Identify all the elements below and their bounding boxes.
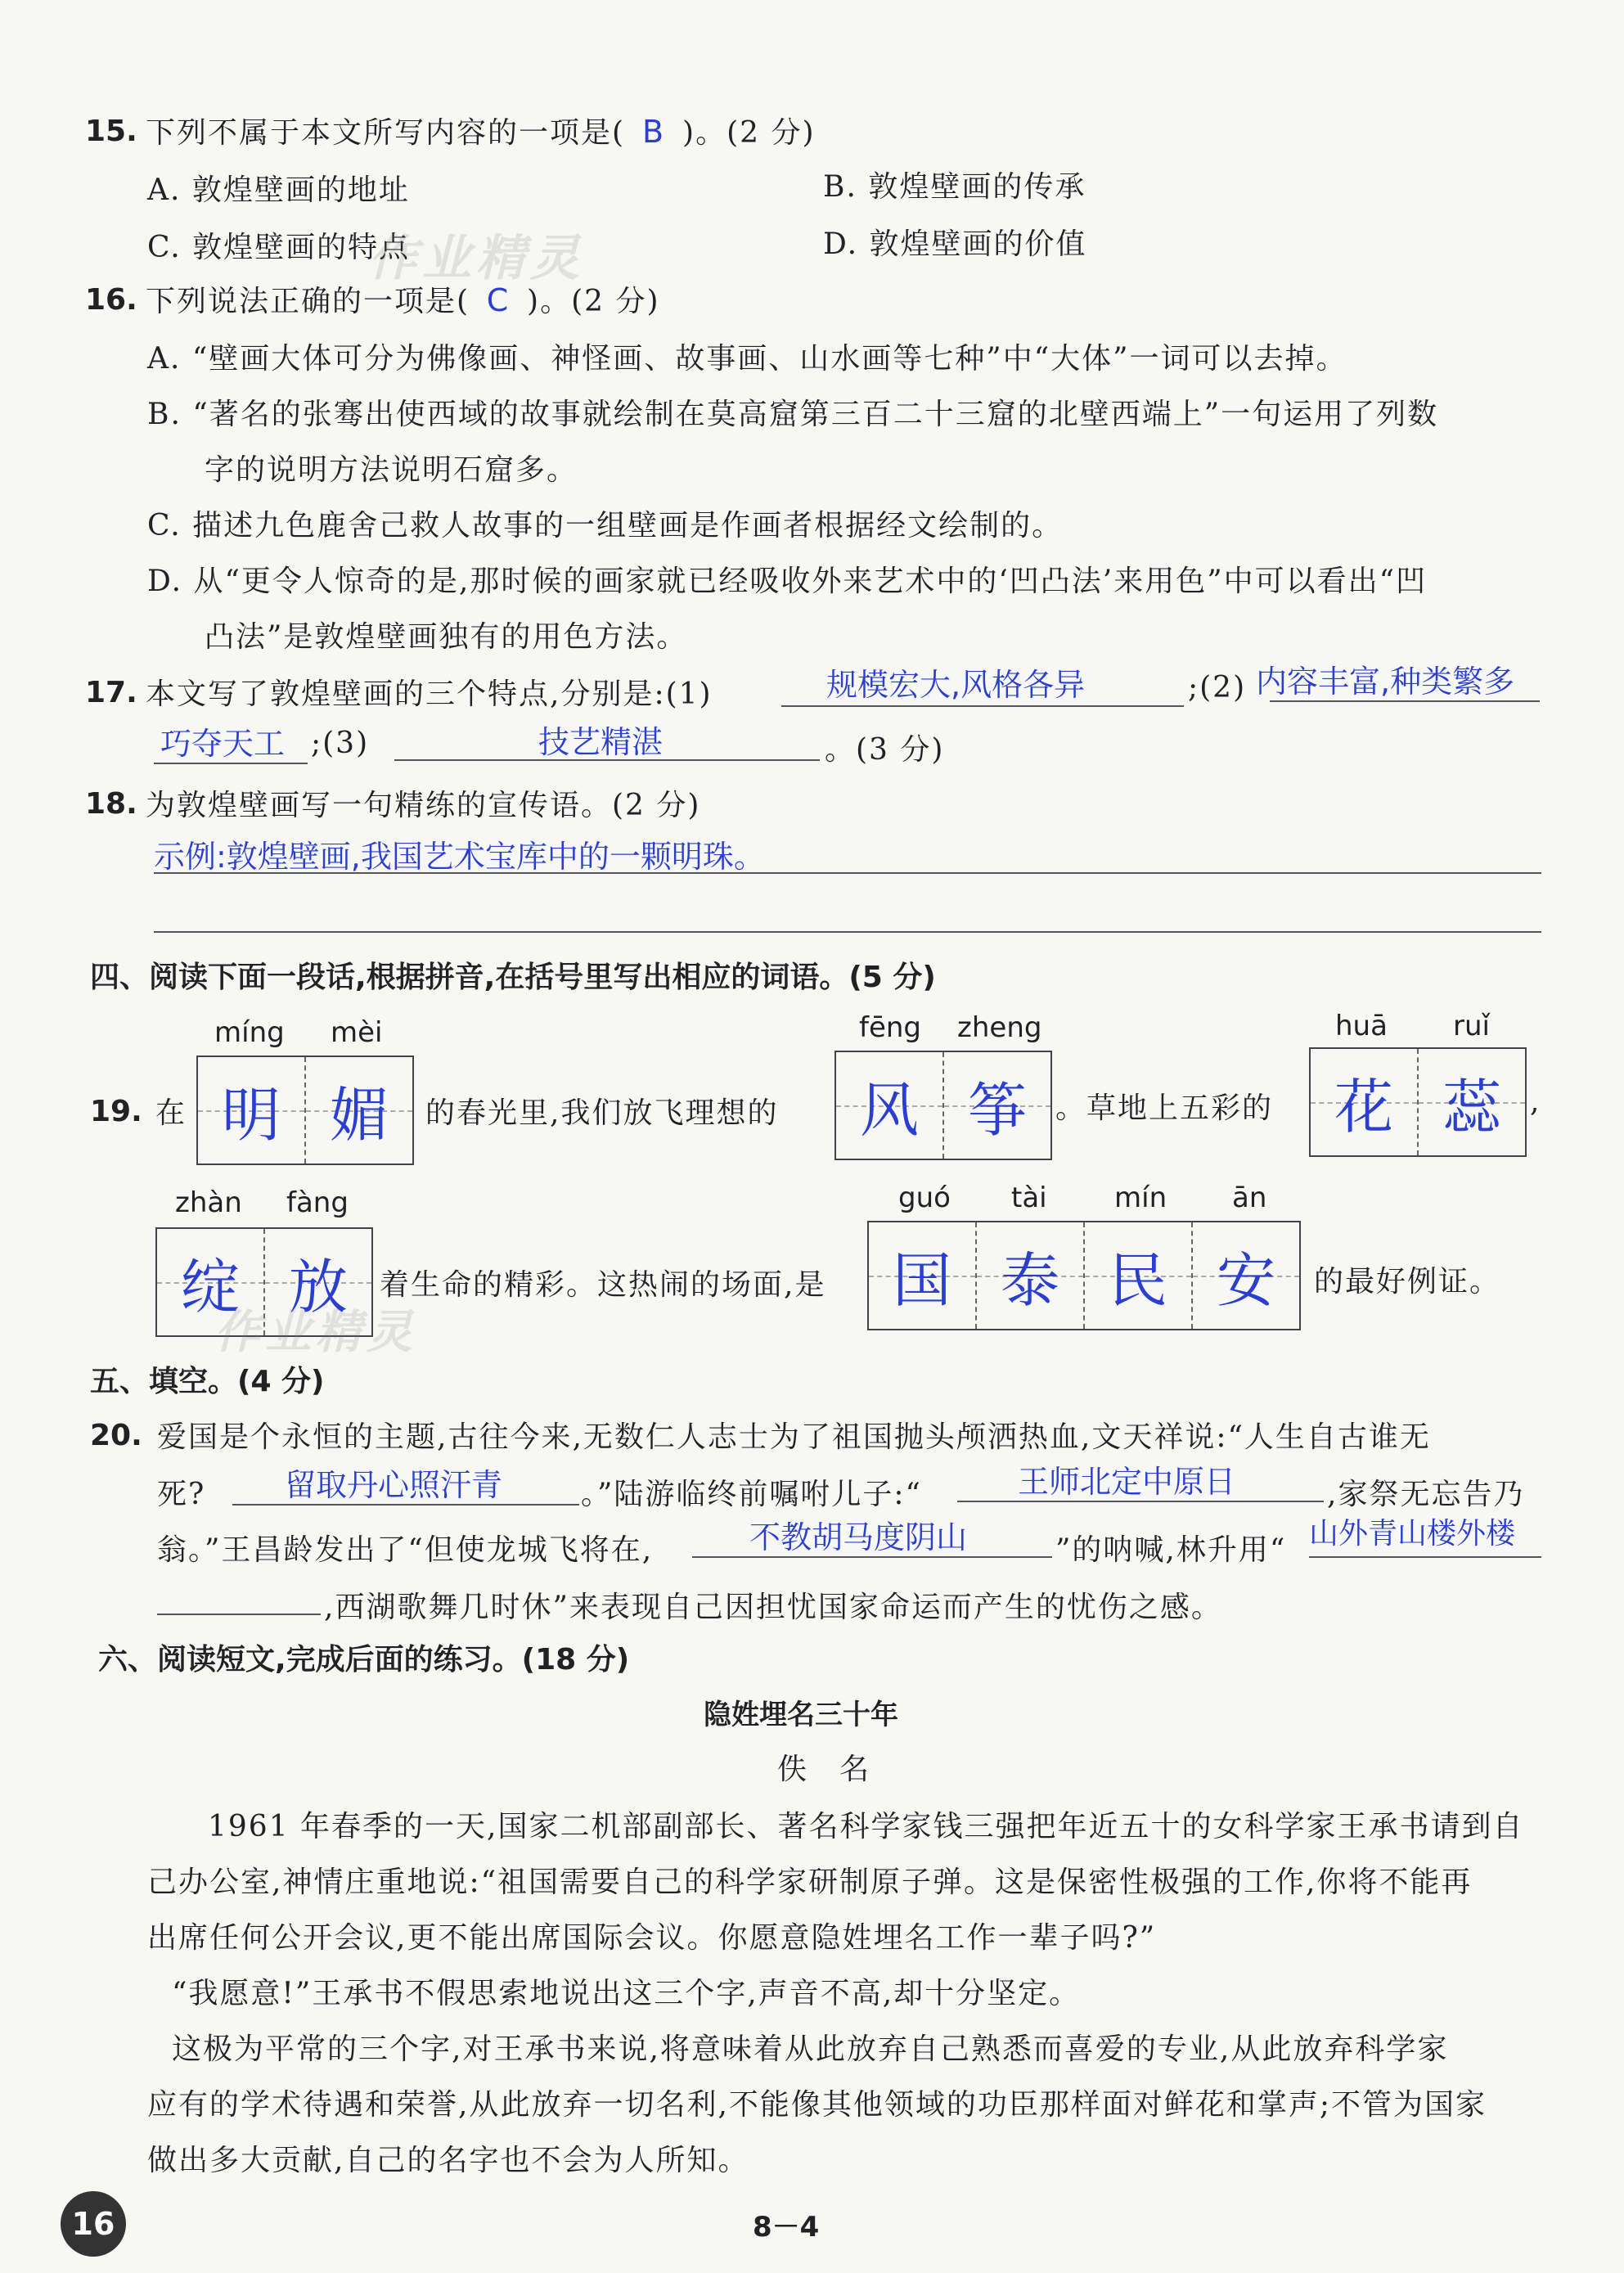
article-paragraph-2: “我愿意!”王承书不假思索地说出这三个字,声音不高,却十分坚定。 <box>172 1977 1081 2010</box>
q15-answer: B <box>642 114 666 150</box>
article-author: 佚 名 <box>777 1753 871 1786</box>
q19-w1-char-2: 媚 <box>306 1057 412 1164</box>
article-paragraph-3-line-1: 这极为平常的三个字,对王承书来说,将意味着从此放弃自己熟悉而喜爱的专业,从此放弃科学家 <box>172 2032 1449 2066</box>
watermark-2: 作业精灵 <box>214 1306 417 1359</box>
q19-w5-pinyin-2: tài <box>1011 1182 1047 1214</box>
q19-w1-char-1: 明 <box>198 1057 306 1164</box>
q20-line-2a: 死? <box>157 1478 206 1511</box>
q19-w3-pinyin-1: huā <box>1335 1010 1388 1042</box>
q15-option-c: C. 敦煌壁画的特点 <box>147 231 411 264</box>
q20-line-4: ,西湖歌舞几时休”来表现自己因担忧国家命运而产生的忧伤之感。 <box>324 1591 1222 1624</box>
q19-w5-pinyin-1: guó <box>898 1182 951 1214</box>
q20-blank-4[interactable] <box>1309 1556 1541 1558</box>
q19-w2-char-2: 筝 <box>944 1052 1050 1159</box>
q19-w5-char-1: 国 <box>869 1222 977 1329</box>
q19-text-3b: , <box>1530 1085 1541 1118</box>
q19-w3-pinyin-2: ruǐ <box>1453 1010 1490 1042</box>
q20-line-2c: ,家祭无忘告乃 <box>1327 1478 1525 1511</box>
q16-option-b-line2: 字的说明方法说明石窟多。 <box>205 453 578 487</box>
q18-answer-line-2[interactable] <box>154 931 1541 933</box>
q17-answer-1: 规模宏大,风格各异 <box>826 667 1086 703</box>
section-4-title: 四、阅读下面一段话,根据拼音,在括号里写出相应的词语。(5 分) <box>90 961 936 994</box>
q17-answer-3: 巧夺天工 <box>160 726 286 762</box>
q19-number: 19. <box>90 1095 142 1128</box>
q19-text-4: 着生命的精彩。这热闹的场面,是 <box>380 1268 826 1302</box>
q16-option-a: A. “壁画大体可分为佛像画、神怪画、故事画、山水画等七种”中“大体”一词可以去掉。 <box>147 342 1347 376</box>
q19-w3-char-1: 花 <box>1311 1049 1419 1155</box>
q17-score: 。(3 分) <box>825 733 945 767</box>
q15-stem: 下列不属于本文所写内容的一项是( B )。(2 分) <box>146 114 816 150</box>
q19-word-box-1[interactable] <box>196 1055 414 1165</box>
article-paragraph-3-line-3: 做出多大贡献,自己的名字也不会为人所知。 <box>147 2144 749 2177</box>
q19-w1-pinyin-1: míng <box>214 1016 285 1049</box>
q19-w1-pinyin-2: mèi <box>331 1016 383 1049</box>
q19-text-3: 。草地上五彩的 <box>1055 1091 1274 1125</box>
q20-line-3a: 翁。”王昌龄发出了“但使龙城飞将在, <box>157 1533 654 1567</box>
q18-answer-line-1[interactable] <box>154 872 1541 874</box>
section-6-title: 六、阅读短文,完成后面的练习。(18 分) <box>98 1643 630 1677</box>
q18-answer: 示例:敦煌壁画,我国艺术宝库中的一颗明珠。 <box>154 839 765 875</box>
q17-number: 17. <box>85 676 137 709</box>
q20-blank-4-continued[interactable] <box>157 1614 321 1615</box>
q20-answer-2: 王师北定中原日 <box>1018 1464 1236 1500</box>
q15-number: 15. <box>85 115 137 148</box>
q19-w4-char-2: 放 <box>265 1229 371 1335</box>
q17-stem: 本文写了敦煌壁画的三个特点,分别是:(1) <box>146 677 713 711</box>
page-number-badge: 16 <box>61 2191 126 2257</box>
q20-line-3b: ”的呐喊,林升用“ <box>1055 1533 1287 1567</box>
q19-word-box-5[interactable] <box>867 1221 1301 1330</box>
q19-w5-pinyin-4: ān <box>1232 1182 1267 1214</box>
q15-option-b: B. 敦煌壁画的传承 <box>823 170 1086 204</box>
q19-text-2: 的春光里,我们放飞理想的 <box>425 1096 779 1130</box>
q19-text-5: 的最好例证。 <box>1314 1265 1501 1299</box>
q19-text-1: 在 <box>155 1096 187 1130</box>
q20-answer-4: 山外青山楼外楼 <box>1309 1517 1516 1551</box>
q19-w5-pinyin-3: mín <box>1114 1182 1167 1214</box>
q16-stem: 下列说法正确的一项是( C )。(2 分) <box>146 282 660 318</box>
q16-option-b-line1: B. “著名的张骞出使西域的故事就绘制在莫高窟第三百二十三窟的北壁西端上”一句运用了列数 <box>147 398 1439 431</box>
q18-number: 18. <box>85 787 137 821</box>
q20-line-2b: 。”陆游临终前嘱咐儿子:“ <box>581 1478 922 1511</box>
q19-w2-pinyin-2: zheng <box>957 1011 1042 1044</box>
q19-w2-char-1: 风 <box>836 1052 944 1159</box>
section-5-title: 五、填空。(4 分) <box>90 1365 325 1398</box>
q15-option-a: A. 敦煌壁画的地址 <box>147 173 410 207</box>
q16-number: 16. <box>85 283 137 317</box>
q19-w4-pinyin-2: fàng <box>286 1186 349 1219</box>
q19-w4-pinyin-1: zhàn <box>175 1186 242 1219</box>
q16-option-c: C. 描述九色鹿舍己救人故事的一组壁画是作画者根据经文绘制的。 <box>147 509 1064 542</box>
q19-word-box-3[interactable] <box>1309 1047 1527 1157</box>
q16-answer: C <box>486 282 511 318</box>
page-code: 8－4 <box>753 2211 820 2244</box>
q19-word-box-2[interactable] <box>834 1051 1052 1160</box>
q17-answer-2: 内容丰富,种类繁多 <box>1256 664 1515 700</box>
q15-option-d: D. 敦煌壁画的价值 <box>823 227 1087 261</box>
article-paragraph-1-line-3: 出席任何公开会议,更不能出席国际会议。你愿意隐姓埋名工作一辈子吗?” <box>147 1921 1157 1955</box>
q20-number: 20. <box>90 1419 142 1452</box>
article-paragraph-1-line-1: 1961 年春季的一天,国家二机部副部长、著名科学家钱三强把年近五十的女科学家王承书请到自 <box>208 1810 1524 1843</box>
q19-w5-char-3: 民 <box>1085 1222 1193 1329</box>
q16-option-d-line2: 凸法”是敦煌壁画独有的用色方法。 <box>205 620 688 654</box>
q20-answer-3: 不教胡马度阴山 <box>749 1519 968 1555</box>
q17-sep-2: ;(2) <box>1188 671 1247 704</box>
q19-w2-pinyin-1: fēng <box>859 1011 922 1044</box>
article-title: 隐姓埋名三十年 <box>704 1699 898 1731</box>
q16-option-d-line1: D. 从“更令人惊奇的是,那时候的画家就已经吸收外来艺术中的‘凹凸法’来用色”中可以看出“凹 <box>147 565 1428 598</box>
q19-w5-char-2: 泰 <box>977 1222 1085 1329</box>
q17-sep-3: ;(3) <box>311 727 370 760</box>
q18-stem: 为敦煌壁画写一句精练的宣传语。(2 分) <box>146 789 701 822</box>
q19-w4-char-1: 绽 <box>157 1229 265 1335</box>
watermark-1: 作业精灵 <box>368 230 584 287</box>
q20-line-1: 爱国是个永恒的主题,古往今来,无数仁人志士为了祖国抛头颅洒热血,文天祥说:“人生自古谁无 <box>157 1420 1431 1454</box>
q17-blank-1[interactable] <box>781 705 1184 707</box>
q20-answer-1: 留取丹心照汗青 <box>285 1467 503 1503</box>
article-paragraph-1-line-2: 己办公室,神情庄重地说:“祖国需要自己的科学家研制原子弹。这是保密性极强的工作,你将不能再 <box>147 1866 1473 1899</box>
q19-w3-char-2: 蕊 <box>1419 1049 1525 1155</box>
q17-answer-4: 技艺精湛 <box>538 724 664 760</box>
q19-w5-char-4: 安 <box>1193 1222 1299 1329</box>
article-paragraph-3-line-2: 应有的学术待遇和荣誉,从此放弃一切名利,不能像其他领域的功臣那样面对鲜花和掌声;不管为国家 <box>147 2088 1487 2122</box>
